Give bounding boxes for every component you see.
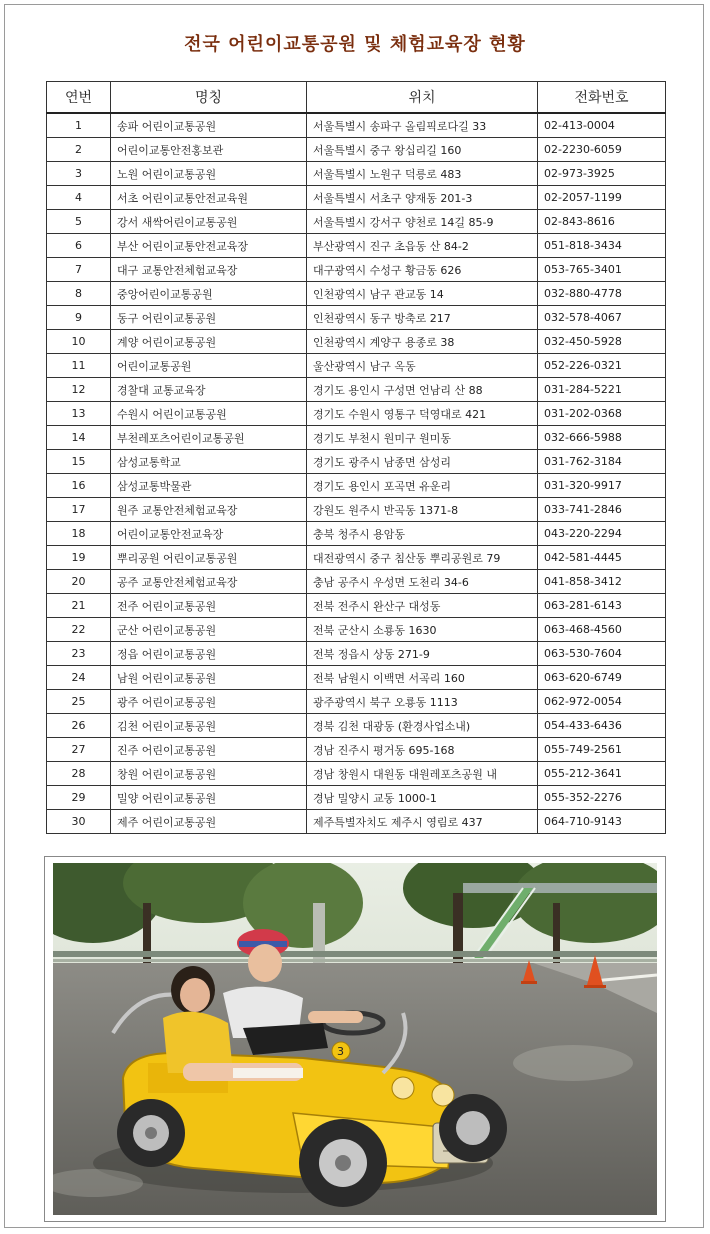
- cell-phone: 02-413-0004: [538, 113, 666, 138]
- cell-location: 경남 진주시 평거동 695-168: [307, 738, 538, 762]
- cell-phone: 063-530-7604: [538, 642, 666, 666]
- cell-location: 전북 전주시 완산구 대성동: [307, 594, 538, 618]
- cell-location: 제주특별자치도 제주시 영림로 437: [307, 810, 538, 834]
- cell-no: 10: [47, 330, 111, 354]
- cell-location: 경기도 용인시 포곡면 유운리: [307, 474, 538, 498]
- cell-phone: 033-741-2846: [538, 498, 666, 522]
- table-row: [47, 258, 666, 282]
- cell-phone: 02-843-8616: [538, 210, 666, 234]
- cell-name: 어린이교통안전홍보관: [111, 138, 307, 162]
- cell-name: 어린이교통안전교육장: [111, 522, 307, 546]
- cell-location: 서울특별시 노원구 덕릉로 483: [307, 162, 538, 186]
- cell-name: 경찰대 교통교육장: [111, 378, 307, 402]
- table-row: [47, 450, 666, 474]
- table-row: [47, 162, 666, 186]
- cell-name: 광주 어린이교통공원: [111, 690, 307, 714]
- table-row: [47, 570, 666, 594]
- cell-location: 경남 밀양시 교동 1000-1: [307, 786, 538, 810]
- cell-name: 뿌리공원 어린이교통공원: [111, 546, 307, 570]
- cell-name: 어린이교통공원: [111, 354, 307, 378]
- cell-location: 전북 군산시 소룡동 1630: [307, 618, 538, 642]
- cell-name: 부산 어린이교통안전교육장: [111, 234, 307, 258]
- cell-no: 23: [47, 642, 111, 666]
- cell-location: 대구광역시 수성구 황금동 626: [307, 258, 538, 282]
- cell-phone: 032-666-5988: [538, 426, 666, 450]
- cell-name: 부천레포츠어린이교통공원: [111, 426, 307, 450]
- cell-location: 서울특별시 송파구 올림픽로다길 33: [307, 113, 538, 138]
- table-row: [47, 426, 666, 450]
- table-row: [47, 642, 666, 666]
- cell-phone: 055-749-2561: [538, 738, 666, 762]
- header-location: 위치: [307, 82, 538, 114]
- table-row: [47, 762, 666, 786]
- cell-name: 원주 교통안전체험교육장: [111, 498, 307, 522]
- cell-phone: 053-765-3401: [538, 258, 666, 282]
- cell-no: 17: [47, 498, 111, 522]
- header-phone: 전화번호: [538, 82, 666, 114]
- table-row: [47, 714, 666, 738]
- cell-location: 경기도 용인시 구성면 언남리 산 88: [307, 378, 538, 402]
- table-row: [47, 522, 666, 546]
- cell-phone: 031-284-5221: [538, 378, 666, 402]
- cell-no: 5: [47, 210, 111, 234]
- cell-no: 24: [47, 666, 111, 690]
- cell-no: 19: [47, 546, 111, 570]
- cell-name: 진주 어린이교통공원: [111, 738, 307, 762]
- cell-location: 강원도 원주시 반곡동 1371-8: [307, 498, 538, 522]
- cell-no: 18: [47, 522, 111, 546]
- cell-location: 인천광역시 계양구 용종로 38: [307, 330, 538, 354]
- cell-name: 정읍 어린이교통공원: [111, 642, 307, 666]
- cell-phone: 02-2057-1199: [538, 186, 666, 210]
- table-row: [47, 690, 666, 714]
- cell-location: 서울특별시 서초구 양재동 201-3: [307, 186, 538, 210]
- table-row: [47, 786, 666, 810]
- cell-no: 9: [47, 306, 111, 330]
- cell-no: 14: [47, 426, 111, 450]
- cell-phone: 032-450-5928: [538, 330, 666, 354]
- table-row: [47, 402, 666, 426]
- cell-phone: 064-710-9143: [538, 810, 666, 834]
- table-row: [47, 594, 666, 618]
- cell-no: 29: [47, 786, 111, 810]
- cell-phone: 055-352-2276: [538, 786, 666, 810]
- cell-location: 경북 김천 대광동 (환경사업소내): [307, 714, 538, 738]
- cell-location: 울산광역시 남구 옥동: [307, 354, 538, 378]
- park-fence: [53, 951, 657, 962]
- cell-location: 광주광역시 북구 오룡동 1113: [307, 690, 538, 714]
- cell-name: 군산 어린이교통공원: [111, 618, 307, 642]
- cell-name: 밀양 어린이교통공원: [111, 786, 307, 810]
- cell-no: 7: [47, 258, 111, 282]
- cell-no: 20: [47, 570, 111, 594]
- cell-location: 인천광역시 동구 방축로 217: [307, 306, 538, 330]
- cell-phone: 052-226-0321: [538, 354, 666, 378]
- cell-name: 김천 어린이교통공원: [111, 714, 307, 738]
- cell-name: 공주 교통안전체험교육장: [111, 570, 307, 594]
- cell-no: 6: [47, 234, 111, 258]
- cell-phone: 02-973-3925: [538, 162, 666, 186]
- cell-no: 2: [47, 138, 111, 162]
- cell-name: 남원 어린이교통공원: [111, 666, 307, 690]
- cell-phone: 063-620-6749: [538, 666, 666, 690]
- kart-number: 3: [337, 1045, 344, 1058]
- cell-no: 16: [47, 474, 111, 498]
- cell-no: 8: [47, 282, 111, 306]
- cell-name: 노원 어린이교통공원: [111, 162, 307, 186]
- cell-name: 수원시 어린이교통공원: [111, 402, 307, 426]
- table-row: [47, 498, 666, 522]
- table-row: [47, 666, 666, 690]
- cell-location: 경기도 부천시 원미구 원미동: [307, 426, 538, 450]
- cell-name: 제주 어린이교통공원: [111, 810, 307, 834]
- cell-location: 충북 청주시 용암동: [307, 522, 538, 546]
- table-row: [47, 306, 666, 330]
- cell-phone: 032-880-4778: [538, 282, 666, 306]
- photo-frame: [44, 856, 666, 1222]
- cell-name: 중앙어린이교통공원: [111, 282, 307, 306]
- table-row: [47, 546, 666, 570]
- cell-no: 1: [47, 113, 111, 138]
- cell-phone: 031-762-3184: [538, 450, 666, 474]
- table-row: [47, 474, 666, 498]
- table-row: [47, 186, 666, 210]
- cell-phone: 043-220-2294: [538, 522, 666, 546]
- children-driving-kart-photo: [53, 863, 657, 1215]
- table-row: [47, 210, 666, 234]
- cell-name: 삼성교통학교: [111, 450, 307, 474]
- cell-location: 인천광역시 남구 관교동 14: [307, 282, 538, 306]
- cell-location: 충남 공주시 우성면 도천리 34-6: [307, 570, 538, 594]
- cell-no: 25: [47, 690, 111, 714]
- cell-no: 4: [47, 186, 111, 210]
- cell-phone: 062-972-0054: [538, 690, 666, 714]
- cell-name: 계양 어린이교통공원: [111, 330, 307, 354]
- cell-no: 26: [47, 714, 111, 738]
- cell-no: 12: [47, 378, 111, 402]
- table-row: [47, 354, 666, 378]
- cell-phone: 054-433-6436: [538, 714, 666, 738]
- table-row: [47, 330, 666, 354]
- cell-phone: 051-818-3434: [538, 234, 666, 258]
- cell-no: 13: [47, 402, 111, 426]
- cell-location: 전북 정읍시 상동 271-9: [307, 642, 538, 666]
- traffic-park-table: [46, 81, 666, 834]
- table-row: [47, 738, 666, 762]
- cell-phone: 063-468-4560: [538, 618, 666, 642]
- cell-no: 21: [47, 594, 111, 618]
- cell-location: 서울특별시 강서구 양천로 14길 85-9: [307, 210, 538, 234]
- cell-name: 창원 어린이교통공원: [111, 762, 307, 786]
- cell-phone: 042-581-4445: [538, 546, 666, 570]
- cell-name: 동구 어린이교통공원: [111, 306, 307, 330]
- cell-location: 부산광역시 진구 초읍동 산 84-2: [307, 234, 538, 258]
- header-name: 명칭: [111, 82, 307, 114]
- cell-name: 강서 새싹어린이교통공원: [111, 210, 307, 234]
- table-row: [47, 113, 666, 138]
- cell-no: 27: [47, 738, 111, 762]
- cell-name: 전주 어린이교통공원: [111, 594, 307, 618]
- table-row: [47, 234, 666, 258]
- cell-phone: 063-281-6143: [538, 594, 666, 618]
- cell-location: 경기도 수원시 영통구 덕영대로 421: [307, 402, 538, 426]
- cell-name: 삼성교통박물관: [111, 474, 307, 498]
- cell-name: 대구 교통안전체험교육장: [111, 258, 307, 282]
- page-title: 전국 어린이교통공원 및 체험교육장 현황: [184, 34, 526, 55]
- cell-phone: 055-212-3641: [538, 762, 666, 786]
- table-row: [47, 138, 666, 162]
- cell-no: 28: [47, 762, 111, 786]
- cell-no: 3: [47, 162, 111, 186]
- cell-phone: 031-320-9917: [538, 474, 666, 498]
- cell-phone: 041-858-3412: [538, 570, 666, 594]
- header-number: 연번: [47, 82, 111, 114]
- table-row: [47, 810, 666, 834]
- table-row: [47, 378, 666, 402]
- cell-location: 대전광역시 중구 침산동 뿌리공원로 79: [307, 546, 538, 570]
- cell-name: 서초 어린이교통안전교육원: [111, 186, 307, 210]
- cell-no: 30: [47, 810, 111, 834]
- cell-no: 11: [47, 354, 111, 378]
- cell-no: 15: [47, 450, 111, 474]
- cell-phone: 032-578-4067: [538, 306, 666, 330]
- table-body: [47, 113, 666, 834]
- cell-location: 서울특별시 중구 왕십리길 160: [307, 138, 538, 162]
- cell-location: 전북 남원시 이백면 서곡리 160: [307, 666, 538, 690]
- table-row: [47, 282, 666, 306]
- cell-location: 경남 창원시 대원동 대원레포츠공원 내: [307, 762, 538, 786]
- cell-name: 송파 어린이교통공원: [111, 113, 307, 138]
- table-row: [47, 618, 666, 642]
- cell-phone: 031-202-0368: [538, 402, 666, 426]
- table-header-row: [47, 82, 666, 114]
- cell-location: 경기도 광주시 남종면 삼성리: [307, 450, 538, 474]
- cell-phone: 02-2230-6059: [538, 138, 666, 162]
- cell-no: 22: [47, 618, 111, 642]
